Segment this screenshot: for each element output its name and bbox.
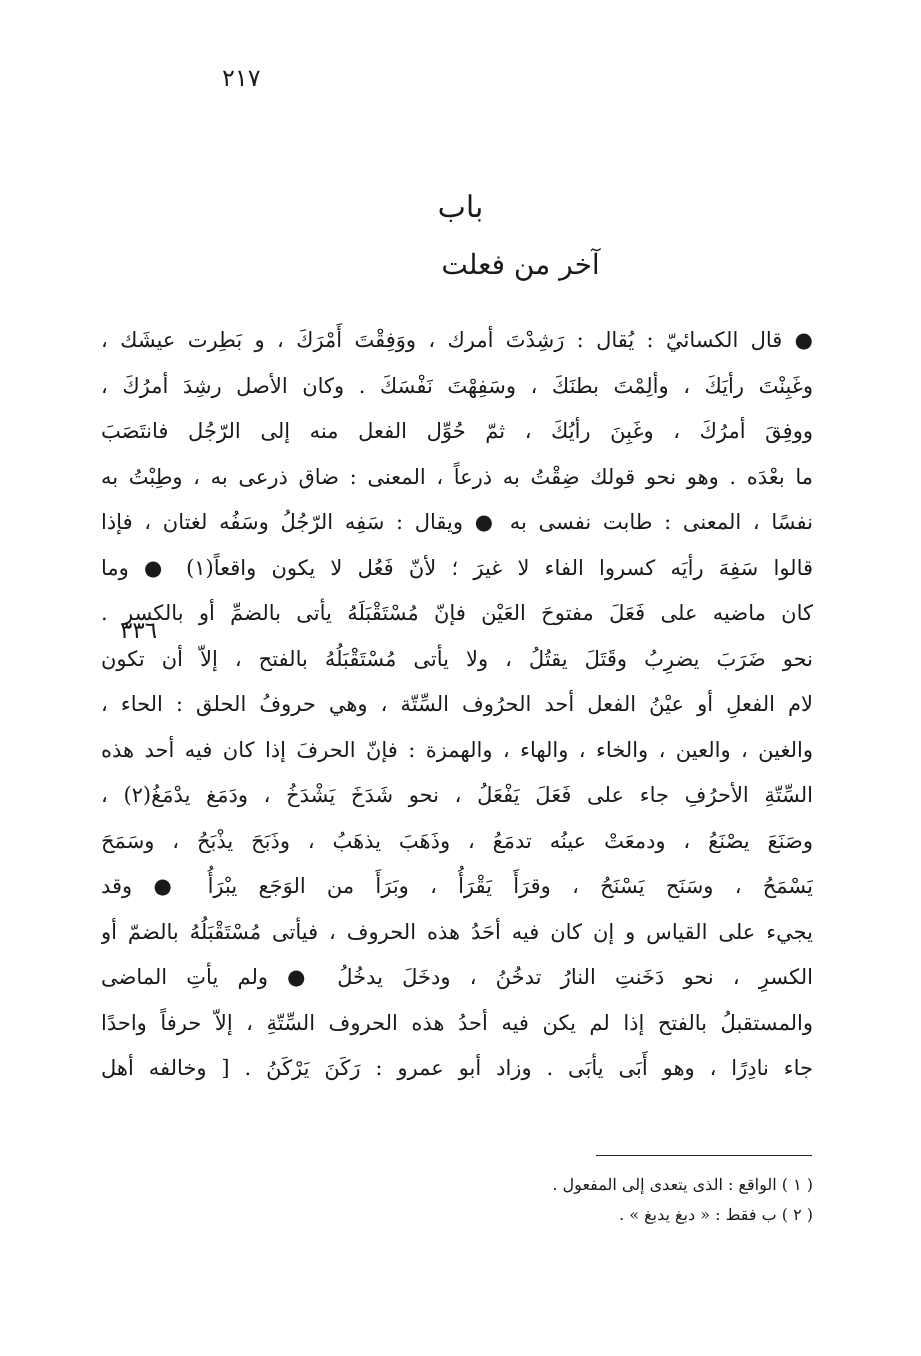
text-line: جاء نادِرًا ، وهو أَبَى يأبَى . وزاد أبو عمرو : رَكَنَ يَرْكَنُ . [ وخالفه أهل (101, 1056, 813, 1080)
footnotes (552, 1170, 813, 1230)
footnote-divider (596, 1155, 812, 1156)
margin-number: ٣٣٦ (120, 618, 158, 644)
text-line: وصَنَعَ يصْنَعُ ، ودمعَتْ عينُه تدمَعُ ، وذَهَبَ يذهَبُ ، وذَبَحَ يذْبَحُ ، وسَمَحَ (101, 828, 813, 853)
text-line: ● قال الكسائيّ : يُقال : رَشِدْتَ أمرك ، ووَفِقْتَ أَمْرَكَ ، و بَطِرت عيشَك ، (101, 328, 813, 352)
text-line: يجيء على القياس و إن كان فيه أحَدُ هذه الحروف ، فيأتى مُسْتَقْبَلُهُ بالضمّ أو (101, 919, 813, 944)
text-line: ما بعْدَه . وهو نحو قولك ضِقْتُ به ذرعاً ، المعنى : ضاق ذرعى به ، وطِبْتُ به (101, 464, 813, 489)
text-line: يَسْمَحُ ، وسَنَح يَسْنَحُ ، وقرَأَ يَقْرَأُ ، وبَرَأَ من الوَجَع يبْرَأُ ● وقد (101, 874, 813, 898)
chapter-subheading: آخر من فعلت (441, 248, 600, 281)
page-number: ٢١٧ (222, 64, 261, 92)
text-line: والمستقبلُ بالفتح إذا لم يكن فيه أحدُ هذه الحروف السِّتّةِ ، إلاّ حرفاً واحدًا (101, 1010, 813, 1035)
text-line: ووفِقَ أمرُكَ ، وغَبِنَ رأيُكَ ، ثمّ حُوِّل الفعل منه إلى الرّجُل فانتَصَبَ (101, 419, 813, 443)
body-text (101, 318, 813, 1092)
text-line: نفسًا ، المعنى : طابت نفسى به ● ويقال : سَفِه الرّجُلُ وسَفُه لغتان ، فإذا (101, 510, 813, 534)
text-line: لام الفعلِ أو عيْنُ الفعل أحد الحرُوف السِّتّة ، وهي حروفُ الحلق : الحاء ، (101, 692, 813, 716)
text-line: نحو ضَرَبَ يضرِبُ وقَتَلَ يقتُلُ ، ولا يأتى مُسْتَقْبَلُهُ بالفتح ، إلاّ أن تكون (101, 646, 813, 671)
footnote-2: ( ٢ ) ب فقط : « دبغ يدبغ » . (619, 1205, 813, 1224)
text-line: السِّتّةِ الأحرُفِ جاء على فَعَلَ يَفْعَلُ ، نحو شَدَخَ يَشْدَخُ ، ودَمَغ يدْمَغُ(٢) ، (101, 783, 813, 807)
text-line: كان ماضيه على فَعَلَ مفتوحَ العَيْن فإنّ مُسْتَقْبَلَهُ يأتى بالضمِّ أو بالكسرِ . (101, 601, 813, 625)
text-line: قالوا سَفِهَ رأيَه كسروا الفاء لا غيرَ ؛ لأنّ فَعُل لا يكون واقعاً(١) ● وما (101, 555, 813, 580)
footnote-1: ( ١ ) الواقع : الذى يتعدى إلى المفعول . (552, 1175, 813, 1194)
text-line: وغَبِنْتَ رأيَكَ ، وألِمْتَ بطنَكَ ، وسَفِهْتَ نَفْسَكَ . وكان الأصل رشِدَ أمرُكَ ، (101, 373, 813, 398)
chapter-heading: باب (437, 190, 484, 225)
text-line: الكسرِ ، نحو دَخَنتِ النارُ تدخُنُ ، ودخَلَ يدخُلُ ● ولم يأتِ الماضى (101, 965, 813, 989)
text-line: والغين ، والعين ، والخاء ، والهاء ، والهمزة : فإنّ الحرفَ إذا كان فيه أحد هذه (101, 737, 813, 762)
